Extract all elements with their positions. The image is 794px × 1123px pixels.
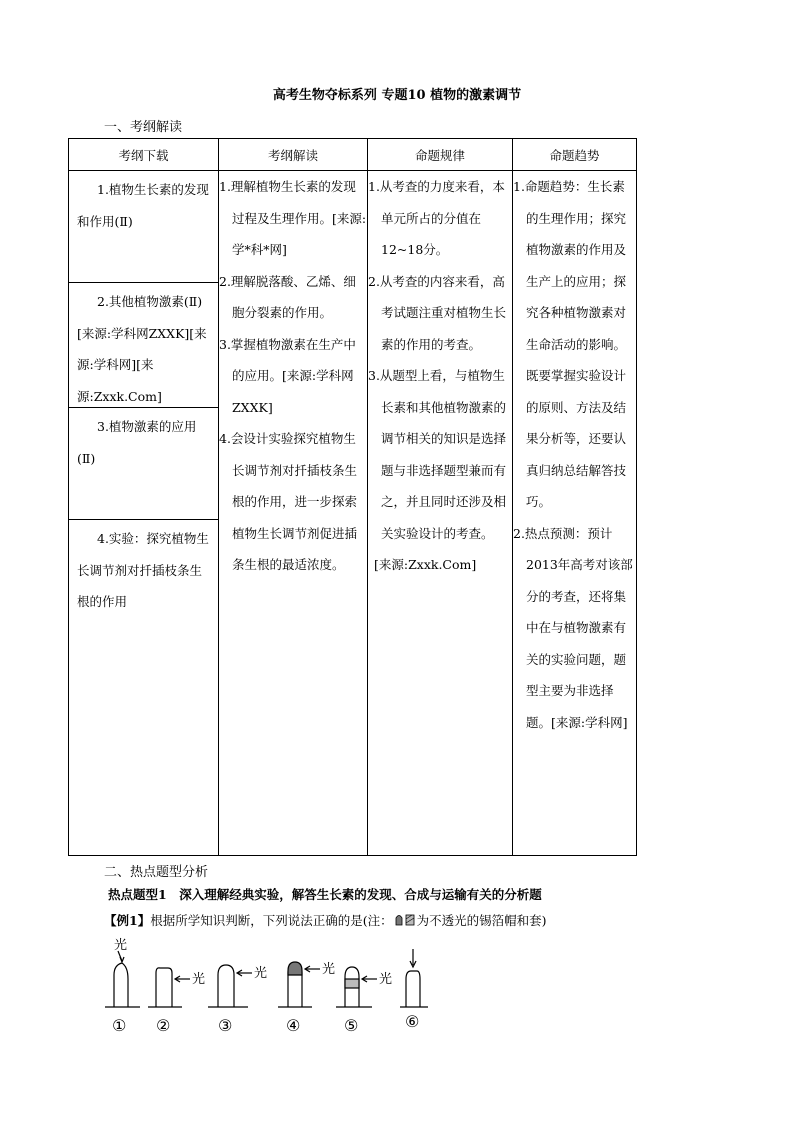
light-label: 光 <box>114 938 128 953</box>
pattern-item: 2.从考查的内容来看，高考试题注重对植物生长素的作用的考查。 <box>368 273 507 352</box>
foil-cap-icon <box>393 913 417 926</box>
outline-item: 4.实验：探究植物生长调节剂对扦插枝条生根的作用 <box>69 519 218 855</box>
example-tag: 【例1】 <box>104 913 151 928</box>
outline-item: 3.植物激素的应用(Ⅱ) <box>69 407 218 519</box>
interpretation-item: 1.理解植物生长素的发现过程及生理作用。[来源:学*科*网] <box>219 179 367 257</box>
coleoptile-2 <box>148 968 190 1007</box>
section-heading-analysis: 二、热点题型分析 <box>104 865 209 880</box>
outline-table <box>68 138 637 856</box>
hot-question-type: 热点题型1 深入理解经典实验，解答生长素的发现、合成与运输有关的分析题 <box>108 887 542 902</box>
coleoptile-6 <box>400 949 428 1007</box>
section-heading-outline: 一、考纲解读 <box>104 120 183 135</box>
pattern-item: 1.从考查的力度来看，本单元所占的分值在12~18分。 <box>368 179 505 257</box>
trend-item: 2.热点预测：预计2013年高考对该部分的考查，还将集中在与植物激素有关的实验问题，题型主要为非选择题。[来源:学科网] <box>513 525 633 730</box>
interpretation-item: 4.会设计实验探究植物生长调节剂对扦插枝条生根的作用，进一步探索植物生长调节剂促进插条生根的最适浓度。 <box>219 431 358 572</box>
example-text: 根据所学知识判断，下列说法正确的是(注： <box>150 913 393 928</box>
example-question <box>104 911 546 929</box>
outline-interpretation-column <box>219 171 368 856</box>
table-header-row <box>69 139 637 171</box>
example-text-end: 为不透光的锡箔帽和套) <box>416 913 547 928</box>
interpretation-item: 3.掌握植物激素在生产中的应用。[来源:学科网ZXXK] <box>219 336 356 415</box>
coleoptile-5 <box>336 967 377 1007</box>
outline-download-column <box>69 171 219 856</box>
outline-item: 2.其他植物激素(Ⅱ)[来源:学科网ZXXK][来源:学科网][来源:Zxxk.Com] <box>69 282 218 407</box>
coleoptile-experiment-figure <box>100 935 440 1035</box>
coleoptile-3 <box>208 965 252 1007</box>
interpretation-item: 2.理解脱落酸、乙烯、细胞分裂素的作用。 <box>219 273 356 320</box>
figure-number: ② <box>156 1016 171 1035</box>
figure-number: ① <box>112 1016 127 1035</box>
pattern-item: 3.从题型上看，与植物生长素和其他植物激素的调节相关的知识是选择题与非选择题型兼而有之，并且同时还涉及相关实验设计的考查。 <box>368 368 507 541</box>
coleoptile-1 <box>105 951 140 1007</box>
light-label: 光 <box>322 962 336 977</box>
outline-item: 1.植物生长素的发现和作用(Ⅱ) <box>77 182 209 229</box>
trend-item: 1.命题趋势：生长素的生理作用；探究植物激素的作用及生产上的应用；探究各种植物激素对生命活动的影响。既要掌握实验设计的原则、方法及结果分析等，还要认真归纳总结解答技巧。 <box>513 179 627 509</box>
light-label: 光 <box>379 972 393 987</box>
table-body-row <box>69 171 637 856</box>
header-cell: 考纲下载 <box>69 139 219 171</box>
header-cell: 命题趋势 <box>513 139 637 171</box>
exam-pattern-column <box>368 171 513 856</box>
figure-number: ⑤ <box>344 1016 359 1035</box>
light-label: 光 <box>254 966 268 981</box>
source-note: [来源:Zxxk.Com] <box>374 557 477 572</box>
exam-trend-column <box>513 171 637 856</box>
figure-number: ⑥ <box>405 1012 420 1031</box>
header-cell: 命题规律 <box>368 139 513 171</box>
header-cell: 考纲解读 <box>219 139 368 171</box>
coleoptile-4 <box>278 962 320 1007</box>
figure-number: ③ <box>218 1016 233 1035</box>
figure-number: ④ <box>286 1016 301 1035</box>
page-title: 高考生物夺标系列 专题10 植物的激素调节 <box>272 88 522 103</box>
light-label: 光 <box>192 972 206 987</box>
